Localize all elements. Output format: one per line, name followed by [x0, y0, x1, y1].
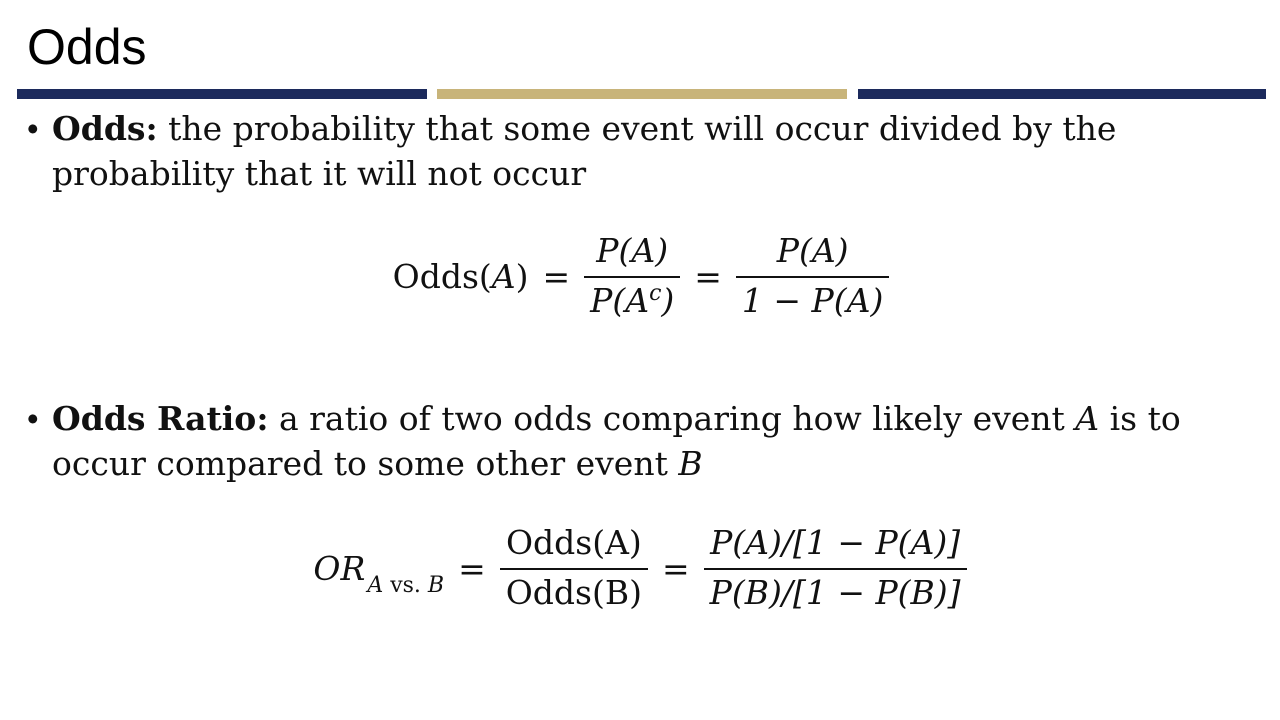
definition-odds: the probability that some event will occur divided by the probability that it will not occur — [52, 109, 1117, 193]
numerator: P(A) — [596, 231, 669, 270]
paren-open: ( — [478, 256, 492, 296]
denominator: Odds(B) — [505, 573, 642, 612]
odds-function: Odds — [392, 256, 479, 296]
definition-text-a: a ratio of two odds comparing how likely event — [268, 399, 1076, 438]
or-subscript — [367, 573, 444, 598]
title-underline-right — [858, 89, 1266, 99]
title-underline-middle — [437, 89, 847, 99]
equals-sign: = — [542, 256, 571, 296]
odds-ratio-lhs — [313, 548, 445, 598]
variable-b: B — [678, 444, 703, 483]
equals-sign: = — [458, 548, 486, 588]
complement-superscript: c — [649, 281, 662, 306]
subscript-b: B — [427, 572, 445, 598]
bullet-odds-ratio — [27, 396, 1242, 486]
odds-ratio-formula — [0, 514, 1280, 622]
paren-close: ) — [515, 256, 529, 296]
variable-a: A — [1075, 399, 1100, 438]
numerator: P(A) — [776, 231, 849, 270]
bullet-dot: • — [27, 400, 39, 437]
term-odds: Odds: — [52, 109, 158, 148]
equals-sign: = — [662, 548, 690, 588]
odds-lhs — [393, 257, 529, 296]
equals-sign: = — [694, 256, 722, 296]
term-odds-ratio: Odds Ratio: — [52, 399, 269, 438]
fraction-p-over-pc — [584, 230, 680, 322]
denominator: 1 − P(A) — [741, 281, 884, 320]
or-symbol: OR — [313, 548, 366, 588]
odds-formula — [0, 222, 1280, 330]
denominator: P(B)/[1 − P(B)] — [709, 573, 961, 612]
bullet-dot: • — [27, 110, 39, 147]
denominator — [584, 278, 680, 322]
definition-text-b: is to occur compared to some other event — [52, 399, 1181, 483]
slide-title: Odds — [27, 19, 147, 75]
fraction-expanded — [704, 522, 967, 614]
fraction-p-over-one-minus-p — [736, 230, 889, 322]
subscript-a: A — [367, 572, 384, 598]
bullet-odds — [27, 106, 1242, 196]
fraction-odds-over-odds — [500, 522, 648, 614]
denominator-base: P(A — [590, 281, 650, 320]
numerator: Odds(A) — [505, 523, 642, 562]
subscript-vs: vs. — [383, 572, 428, 598]
numerator: P(A)/[1 − P(A)] — [710, 523, 961, 562]
title-underline-left — [17, 89, 427, 99]
denominator-close: ) — [661, 281, 675, 320]
variable-a: A — [491, 256, 516, 296]
